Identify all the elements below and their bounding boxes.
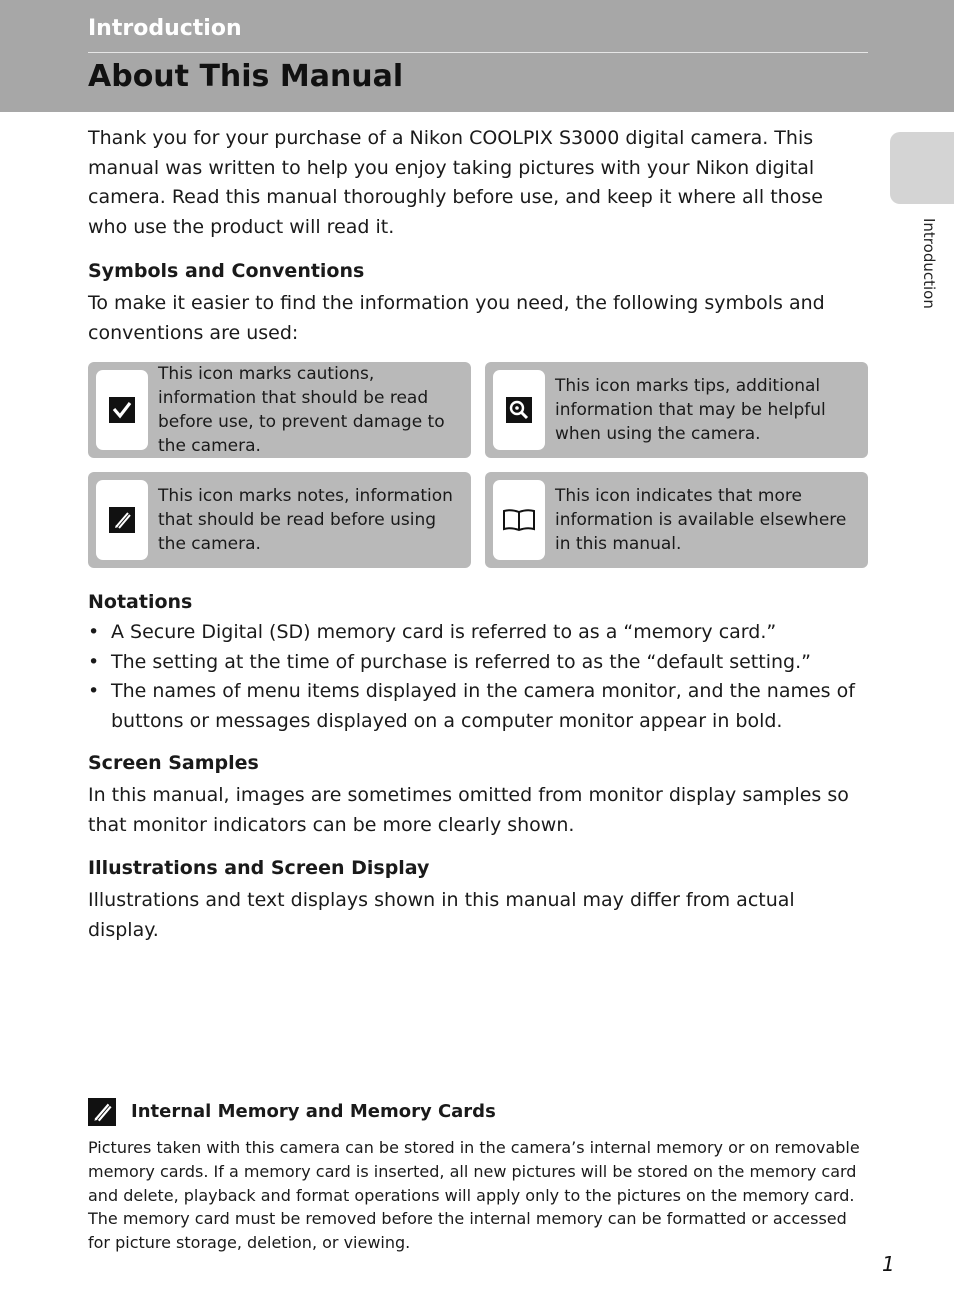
symbol-caution (88, 362, 471, 458)
note-pencil-icon (109, 507, 135, 533)
note-pencil-icon (88, 1098, 116, 1126)
illustrations-text: Illustrations and text displays shown in this manual may differ from actual display. (88, 889, 795, 941)
notations-heading: Notations (88, 591, 193, 613)
list-item: • The names of menu items displayed in the camera monitor, and the names of buttons or messages displayed on a computer monitor appear in bold. (88, 677, 864, 736)
symbol-note-text: This icon marks notes, information that should be read before using the camera. (158, 486, 453, 554)
notations-list (88, 618, 864, 736)
illustrations-heading: Illustrations and Screen Display (88, 857, 430, 879)
symbol-reference (485, 472, 868, 568)
chapter-tab (890, 132, 954, 204)
symbol-reference-text: This icon indicates that more information is available elsewhere in this manual. (555, 486, 847, 554)
chapter-tab-label: Introduction (920, 218, 938, 309)
list-item: • The setting at the time of purchase is referred to as the “default setting.” (88, 648, 864, 678)
symbol-tip (485, 362, 868, 458)
page-title: About This Manual (88, 59, 404, 94)
screen-samples-text: In this manual, images are sometimes omitted from monitor display samples so that monitor indicators can be more clearly shown. (88, 784, 849, 836)
note-text: Pictures taken with this camera can be stored in the camera’s internal memory or on removable memory cards. If a memory card is inserted, all new pictures will be stored on the memory card and delete, playback and format operations will apply only to the pictures on the memory card. The memory card must be removed before the internal memory can be formatted or accessed for picture storage, deletion, or viewing. (88, 1138, 860, 1253)
symbols-heading: Symbols and Conventions (88, 260, 365, 282)
book-reference-icon (502, 507, 536, 533)
intro-paragraph: Thank you for your purchase of a Nikon COOLPIX S3000 digital camera. This manual was written to help you enjoy taking pictures with your Nikon digital camera. Read this manual thoroughly before use, and keep it where all those who use the product will read it. (88, 127, 823, 238)
caution-check-icon (109, 397, 135, 423)
note-title: Internal Memory and Memory Cards (131, 1101, 496, 1122)
section-label: Introduction (88, 16, 242, 41)
list-item: • A Secure Digital (SD) memory card is referred to as a “memory card.” (88, 618, 864, 648)
tip-magnifier-icon (506, 397, 532, 423)
symbol-note (88, 472, 471, 568)
symbols-text: To make it easier to find the information you need, the following symbols and conventions are used: (88, 292, 825, 344)
page-number: 1 (882, 1252, 895, 1276)
symbols-grid (88, 362, 864, 568)
screen-samples-heading: Screen Samples (88, 752, 259, 774)
main-content (88, 124, 864, 945)
page-header (0, 0, 954, 112)
note-box (88, 1098, 868, 1255)
symbol-tip-text: This icon marks tips, additional information that may be helpful when using the camera. (555, 376, 826, 444)
symbol-caution-text: This icon marks cautions, information that should be read before use, to prevent damage to the camera. (158, 364, 445, 456)
header-divider (88, 52, 868, 53)
